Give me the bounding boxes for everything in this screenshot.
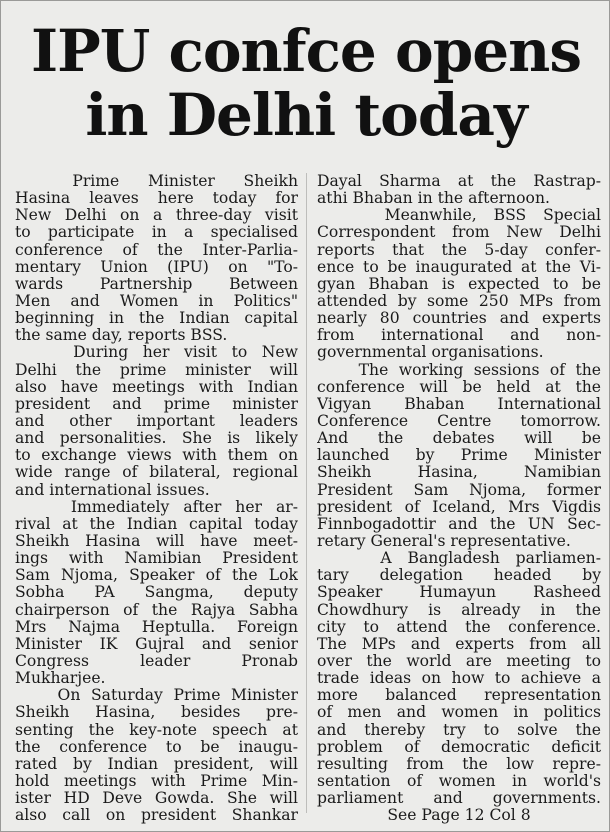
text-line: mentary Union (IPU) on "To-	[15, 258, 298, 276]
text-line: also have meetings with Indian	[15, 378, 298, 396]
text-line: Meanwhile, BSS Special	[317, 207, 601, 225]
text-line: Mrs Najma Heptulla. Foreign	[15, 618, 298, 636]
text-line: During her visit to New	[15, 344, 298, 362]
text-line: athi Bhaban in the afternoon.	[317, 190, 550, 208]
text-line: The working sessions of the	[317, 361, 601, 379]
text-line: The MPs and experts from all	[317, 635, 601, 653]
text-line: rated by Indian president, will	[15, 755, 298, 773]
text-line: nearly 80 countries and experts	[317, 310, 601, 328]
text-line: ister HD Deve Gowda. She will	[15, 790, 298, 808]
text-line: also call on president Shankar	[15, 807, 298, 825]
text-line: beginning in the Indian capital	[15, 310, 298, 328]
text-line: Chowdhury is already in the	[317, 601, 601, 619]
text-line: New Delhi on a three-day visit	[15, 207, 298, 225]
text-line: problem of democratic deficit	[317, 738, 601, 756]
article-column-right	[317, 173, 601, 824]
text-line: Sobha PA Sangma, deputy	[15, 584, 298, 602]
text-line: Sam Njoma, Speaker of the Lok	[15, 567, 298, 585]
text-line: resulting from the low repre-	[317, 755, 601, 773]
text-line: city to attend the conference.	[317, 618, 601, 636]
text-line: to participate in a specialised	[15, 224, 298, 242]
text-line: gyan Bhaban is expected to be	[317, 275, 601, 293]
text-line: sentation of women in world's	[317, 772, 601, 790]
text-line: over the world are meeting to	[317, 652, 601, 670]
headline-line-1: IPU confce opens	[30, 17, 581, 85]
text-line: more balanced representation	[317, 687, 601, 705]
text-line: Correspondent from New Delhi	[317, 224, 601, 242]
text-line: wide range of bilateral, regional	[15, 464, 298, 482]
text-line: Sheikh Hasina will have meet-	[15, 532, 298, 550]
text-line: Prime Minister Sheikh	[15, 173, 298, 190]
text-line: And the debates will be	[317, 430, 601, 448]
text-line: Vigyan Bhaban International	[317, 395, 601, 413]
text-line: On Saturday Prime Minister	[15, 687, 298, 705]
text-line: trade ideas on how to achieve a	[317, 670, 601, 688]
text-line: to exchange views with them on	[15, 447, 298, 465]
text-line: Sheikh Hasina, Namibian	[317, 464, 601, 482]
text-line: and personalities. She is likely	[15, 430, 298, 448]
text-line: senting the key-note speech at	[15, 721, 298, 739]
column-divider	[306, 173, 307, 813]
text-line: and other important leaders	[15, 412, 298, 430]
text-line: governmental organisations.	[317, 344, 544, 362]
text-line: conference will be held at the	[317, 378, 601, 396]
text-line: reports that the 5-day confer-	[317, 241, 601, 259]
text-line: chairperson of the Rajya Sabha	[15, 601, 298, 619]
text-line: conference of the Inter-Parlia-	[15, 241, 298, 259]
text-line: president of Iceland, Mrs Vigdis	[317, 498, 601, 516]
text-line: ings with Namibian President	[15, 550, 298, 568]
text-line: parliament and governments.	[317, 790, 601, 808]
text-line: of men and women in politics	[317, 704, 601, 722]
text-line: ence to be inaugurated at the Vi-	[317, 258, 601, 276]
text-line: and international issues.	[15, 481, 210, 499]
text-line: Mukharjee.	[15, 670, 106, 688]
text-line: rival at the Indian capital today	[15, 515, 298, 533]
text-line: Congress leader Pronab	[15, 652, 298, 670]
continuation-note: See Page 12 Col 8	[387, 807, 531, 825]
text-line: Hasina leaves here today for	[15, 190, 298, 208]
text-line: Speaker Humayun Rasheed	[317, 584, 601, 602]
text-line: A Bangladesh parliamen-	[317, 550, 601, 568]
text-line: President Sam Njoma, former	[317, 481, 601, 499]
text-line: the conference to be inaugu-	[15, 738, 298, 756]
text-line: from international and non-	[317, 327, 601, 345]
text-line: and thereby try to solve the	[317, 721, 601, 739]
text-line: Finnbogadottir and the UN Sec-	[317, 515, 601, 533]
article-column-left	[15, 173, 298, 824]
text-line: Dayal Sharma at the Rastrap-	[317, 173, 601, 190]
text-line: Men and Women in Politics"	[15, 292, 298, 310]
text-line: Minister IK Gujral and senior	[15, 635, 298, 653]
text-line: launched by Prime Minister	[317, 447, 601, 465]
text-line: Conference Centre tomorrow.	[317, 412, 601, 430]
text-line: Sheikh Hasina, besides pre-	[15, 704, 298, 722]
text-line: Delhi the prime minister will	[15, 361, 298, 379]
text-line: attended by some 250 MPs from	[317, 292, 601, 310]
text-line: retary General's representative.	[317, 532, 571, 550]
headline-line-2: in Delhi today	[85, 81, 527, 149]
text-line: Immediately after her ar-	[15, 498, 298, 516]
text-line: tary delegation headed by	[317, 567, 601, 585]
text-line: president and prime minister	[15, 395, 298, 413]
text-line: wards Partnership Between	[15, 275, 298, 293]
text-line: hold meetings with Prime Min-	[15, 772, 298, 790]
text-line: the same day, reports BSS.	[15, 327, 228, 345]
